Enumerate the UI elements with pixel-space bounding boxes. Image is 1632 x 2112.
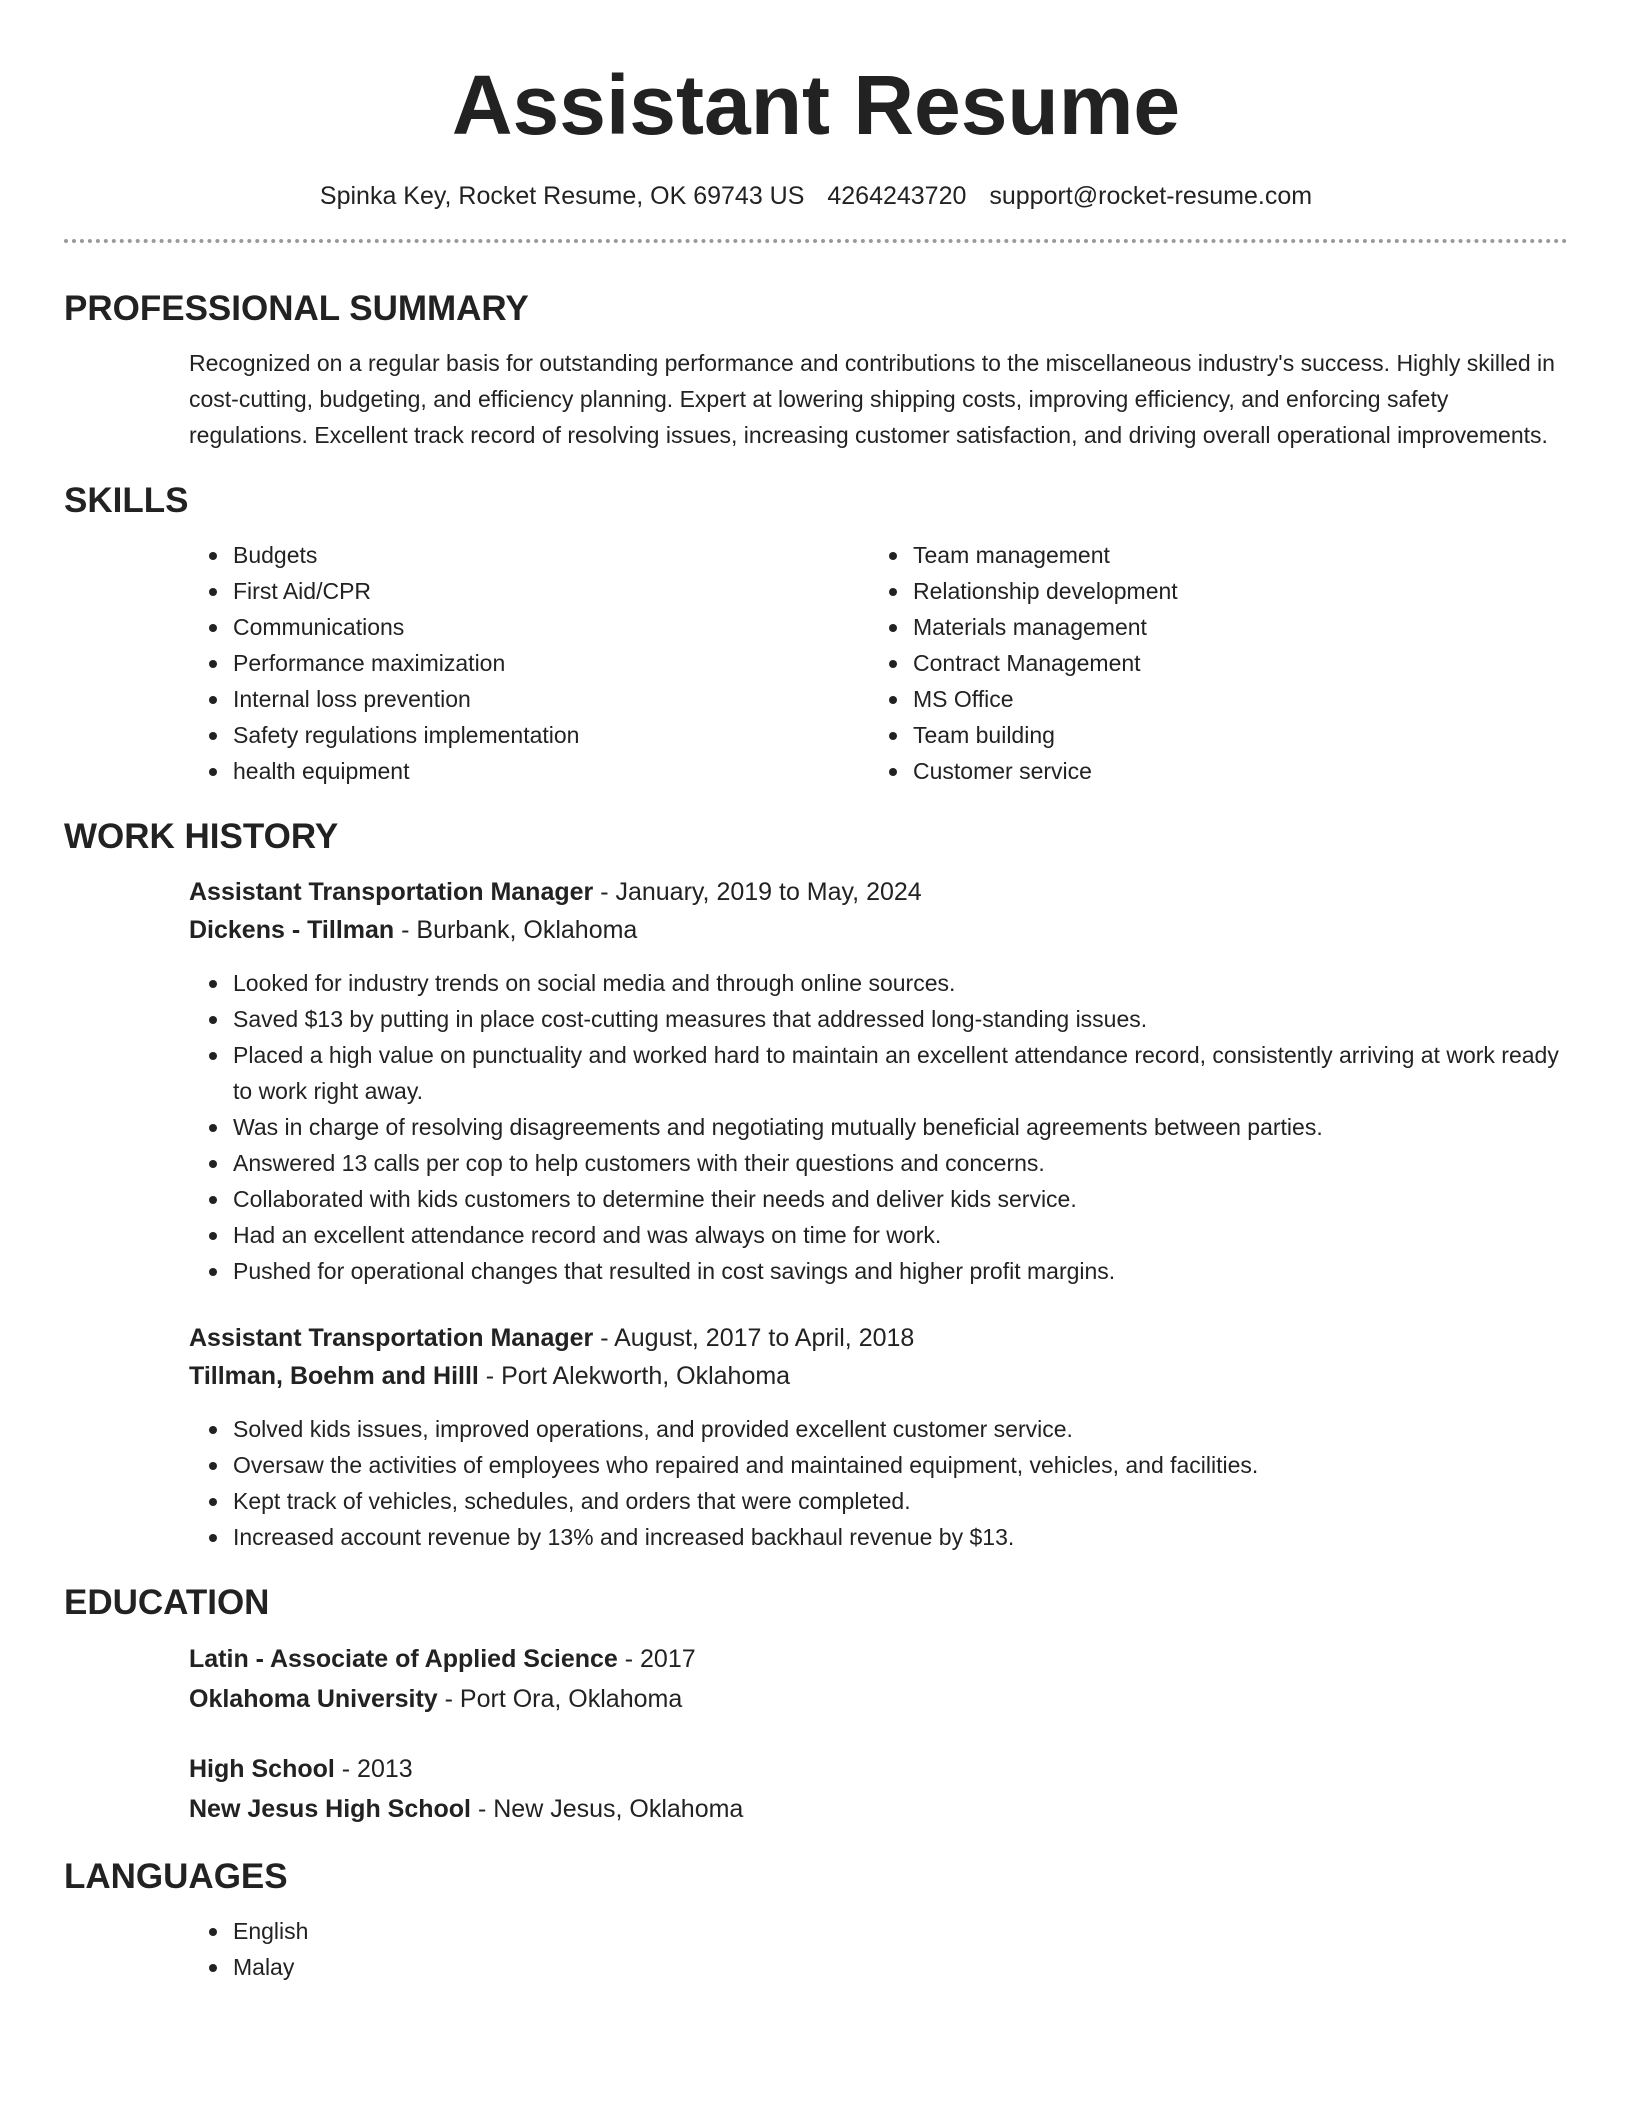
job-title-line <box>189 873 1568 911</box>
education-degree-line <box>189 1749 1568 1789</box>
languages-section <box>64 1855 1568 1985</box>
education-degree-line <box>189 1639 1568 1679</box>
job-bullet: Oversaw the activities of employees who repaired and maintained equipment, vehicles, and facilities. <box>233 1447 1568 1483</box>
education-year: - 2013 <box>334 1755 413 1783</box>
skill-item: Team building <box>913 717 1549 753</box>
contact-phone: 4264243720 <box>827 182 967 210</box>
contact-email: support@rocket-resume.com <box>989 182 1313 210</box>
job-bullet: Collaborated with kids customers to determine their needs and deliver kids service. <box>233 1181 1568 1217</box>
job-company-line <box>189 1357 1568 1395</box>
job-bullet: Answered 13 calls per cop to help customers with their questions and concerns. <box>233 1145 1568 1181</box>
skill-item: Communications <box>233 609 869 645</box>
header-divider <box>64 239 1568 243</box>
skill-item: Budgets <box>233 537 869 573</box>
work-title: WORK HISTORY <box>64 817 339 856</box>
job-bullet: Placed a high value on punctuality and worked hard to maintain an excellent attendance record, consistently arriving at work ready to work right away. <box>233 1037 1568 1109</box>
job-location: - Port Alekworth, Oklahoma <box>478 1362 791 1390</box>
education-entry <box>189 1639 1568 1719</box>
education-school-line <box>189 1789 1568 1829</box>
skills-column-left <box>189 537 869 789</box>
job-bullet: Pushed for operational changes that resulted in cost savings and higher profit margins. <box>233 1253 1568 1289</box>
job-bullet: Was in charge of resolving disagreements and negotiating mutually beneficial agreements between parties. <box>233 1109 1568 1145</box>
education-entry <box>189 1749 1568 1829</box>
summary-title: PROFESSIONAL SUMMARY <box>64 289 529 328</box>
education-title: EDUCATION <box>64 1583 270 1622</box>
education-degree: Latin - Associate of Applied Science <box>189 1645 618 1673</box>
language-item: Malay <box>233 1949 1568 1985</box>
education-school-line <box>189 1679 1568 1719</box>
summary-section <box>64 287 1568 453</box>
skill-item: MS Office <box>913 681 1549 717</box>
job-location: - Burbank, Oklahoma <box>394 916 638 944</box>
job-entry <box>189 873 1568 1289</box>
education-location: - Port Ora, Oklahoma <box>437 1685 683 1713</box>
skill-item: Team management <box>913 537 1549 573</box>
language-item: English <box>233 1913 1568 1949</box>
skill-item: Internal loss prevention <box>233 681 869 717</box>
skill-item: Contract Management <box>913 645 1549 681</box>
contact-line <box>64 179 1568 213</box>
resume-name: Assistant Resume <box>451 58 1181 152</box>
education-school: New Jesus High School <box>189 1795 472 1823</box>
education-degree: High School <box>189 1755 335 1783</box>
skill-item: First Aid/CPR <box>233 573 869 609</box>
job-company: Dickens - Tillman <box>189 916 395 944</box>
work-section <box>64 815 1568 1555</box>
job-role: Assistant Transportation Manager <box>189 878 594 906</box>
job-company-line <box>189 911 1568 949</box>
job-role: Assistant Transportation Manager <box>189 1324 594 1352</box>
education-school: Oklahoma University <box>189 1685 438 1713</box>
skill-item: Performance maximization <box>233 645 869 681</box>
job-bullet: Solved kids issues, improved operations, and provided excellent customer service. <box>233 1411 1568 1447</box>
job-bullet: Saved $13 by putting in place cost-cutting measures that addressed long-standing issues. <box>233 1001 1568 1037</box>
job-bullet: Increased account revenue by 13% and increased backhaul revenue by $13. <box>233 1519 1568 1555</box>
summary-text: Recognized on a regular basis for outstanding performance and contributions to the miscellaneous industry's success. Highly skilled in cost-cutting, budgeting, and efficiency planning. Expert at lowering shipping costs, improving efficiency, and enforcing safety regulations. Excellent track record of resolving issues, increasing customer satisfaction, and driving overall operational improvements. <box>189 350 1555 448</box>
job-bullet: Had an excellent attendance record and was always on time for work. <box>233 1217 1568 1253</box>
skill-item: Customer service <box>913 753 1549 789</box>
education-section <box>64 1581 1568 1829</box>
education-year: - 2017 <box>617 1645 696 1673</box>
job-dates: - August, 2017 to April, 2018 <box>593 1324 915 1352</box>
job-bullet: Looked for industry trends on social media and through online sources. <box>233 965 1568 1001</box>
skills-grid <box>189 537 1568 789</box>
job-dates: - January, 2019 to May, 2024 <box>593 878 922 906</box>
job-bullet: Kept track of vehicles, schedules, and orders that were completed. <box>233 1483 1568 1519</box>
skill-item: Relationship development <box>913 573 1549 609</box>
contact-address: Spinka Key, Rocket Resume, OK 69743 US <box>319 182 805 210</box>
skills-title: SKILLS <box>64 481 189 520</box>
education-location: - New Jesus, Oklahoma <box>471 1795 744 1823</box>
job-entry <box>189 1319 1568 1555</box>
job-company: Tillman, Boehm and Hilll <box>189 1362 479 1390</box>
skill-item: health equipment <box>233 753 869 789</box>
job-title-line <box>189 1319 1568 1357</box>
languages-title: LANGUAGES <box>64 1857 288 1896</box>
skill-item: Safety regulations implementation <box>233 717 869 753</box>
skill-item: Materials management <box>913 609 1549 645</box>
skills-column-right <box>869 537 1549 789</box>
skills-section <box>64 479 1568 789</box>
